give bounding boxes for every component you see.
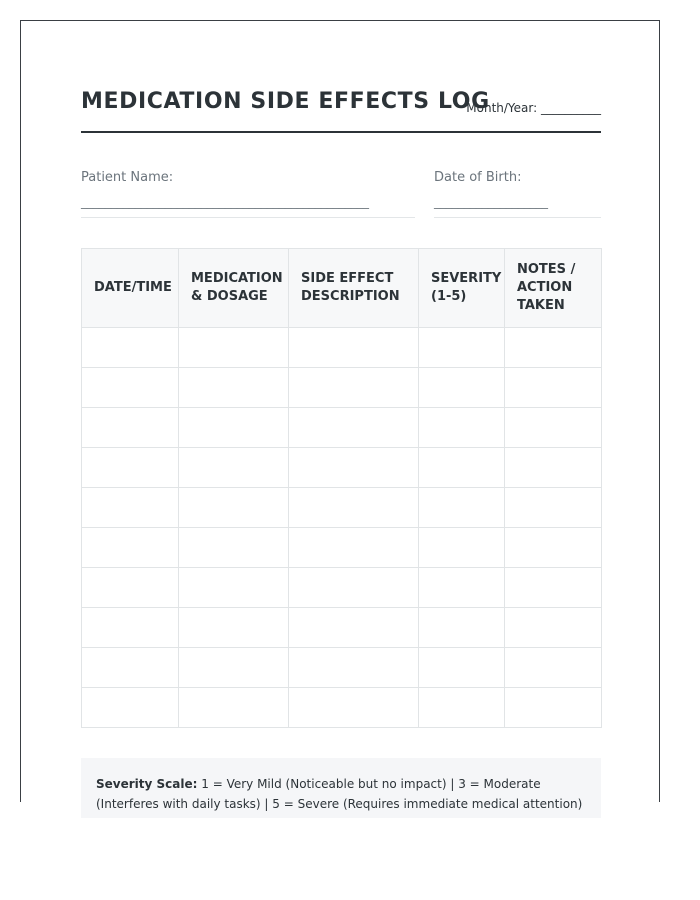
table-row: [82, 448, 602, 488]
column-header-notes-action: NOTES / ACTION TAKEN: [505, 249, 602, 328]
medication-dosage-cell[interactable]: [179, 488, 289, 528]
side-effect-cell[interactable]: [289, 488, 419, 528]
severity-scale-label: Severity Scale:: [96, 777, 198, 791]
medication-dosage-cell[interactable]: [179, 528, 289, 568]
date-time-cell[interactable]: [82, 568, 179, 608]
date-of-birth-line: ___________________: [434, 195, 548, 209]
header: [81, 87, 601, 133]
side-effect-cell[interactable]: [289, 688, 419, 728]
medication-dosage-cell[interactable]: [179, 368, 289, 408]
table-row: [82, 368, 602, 408]
severity-cell[interactable]: [419, 408, 505, 448]
side-effect-cell[interactable]: [289, 648, 419, 688]
table-row: [82, 608, 602, 648]
side-effect-cell[interactable]: [289, 528, 419, 568]
patient-name-label: Patient Name:: [81, 170, 174, 185]
patient-name-field: [81, 169, 415, 218]
month-year-field: Month/Year: __________: [466, 101, 601, 115]
notes-cell[interactable]: [505, 408, 602, 448]
severity-cell[interactable]: [419, 648, 505, 688]
date-time-cell[interactable]: [82, 608, 179, 648]
column-header-side-effect-description: SIDE EFFECT DESCRIPTION: [289, 249, 419, 328]
severity-cell[interactable]: [419, 528, 505, 568]
table-row: [82, 408, 602, 448]
side-effect-cell[interactable]: [289, 368, 419, 408]
notes-cell[interactable]: [505, 688, 602, 728]
date-time-cell[interactable]: [82, 488, 179, 528]
side-effect-cell[interactable]: [289, 328, 419, 368]
medication-dosage-cell[interactable]: [179, 328, 289, 368]
table-row: [82, 568, 602, 608]
table-row: [82, 688, 602, 728]
severity-cell[interactable]: [419, 608, 505, 648]
log-sheet: [20, 20, 660, 811]
medication-dosage-cell[interactable]: [179, 688, 289, 728]
notes-cell[interactable]: [505, 488, 602, 528]
severity-scale-note: [81, 758, 601, 818]
table-row: [82, 328, 602, 368]
medication-dosage-cell[interactable]: [179, 608, 289, 648]
table-header-row: [82, 249, 602, 328]
notes-cell[interactable]: [505, 648, 602, 688]
medication-dosage-cell[interactable]: [179, 648, 289, 688]
date-time-cell[interactable]: [82, 448, 179, 488]
page-title: MEDICATION SIDE EFFECTS LOG: [81, 89, 490, 114]
medication-dosage-cell[interactable]: [179, 408, 289, 448]
patient-name-line: ________________________________________________: [81, 195, 369, 209]
table-row: [82, 488, 602, 528]
severity-cell[interactable]: [419, 328, 505, 368]
column-header-date-time: DATE/TIME: [82, 249, 179, 328]
medication-dosage-cell[interactable]: [179, 448, 289, 488]
table-body: [82, 328, 602, 728]
column-header-medication-dosage: MEDICATION & DOSAGE: [179, 249, 289, 328]
severity-cell[interactable]: [419, 448, 505, 488]
side-effect-cell[interactable]: [289, 408, 419, 448]
severity-cell[interactable]: [419, 368, 505, 408]
medication-dosage-cell[interactable]: [179, 568, 289, 608]
column-header-severity: SEVERITY (1-5): [419, 249, 505, 328]
table-row: [82, 648, 602, 688]
side-effect-cell[interactable]: [289, 608, 419, 648]
date-time-cell[interactable]: [82, 368, 179, 408]
date-time-cell[interactable]: [82, 688, 179, 728]
date-time-cell[interactable]: [82, 328, 179, 368]
date-of-birth-field: [434, 169, 601, 218]
severity-scale-text: 1 = Very Mild (Noticeable but no impact) | 3 = Moderate (Interferes with daily tasks) | 5 = Severe (Requires immediate medical attention): [96, 777, 583, 811]
notes-cell[interactable]: [505, 328, 602, 368]
severity-cell[interactable]: [419, 488, 505, 528]
side-effects-table: [81, 248, 602, 728]
side-effect-cell[interactable]: [289, 568, 419, 608]
date-time-cell[interactable]: [82, 648, 179, 688]
notes-cell[interactable]: [505, 448, 602, 488]
severity-cell[interactable]: [419, 568, 505, 608]
table-row: [82, 528, 602, 568]
notes-cell[interactable]: [505, 608, 602, 648]
notes-cell[interactable]: [505, 568, 602, 608]
side-effect-cell[interactable]: [289, 448, 419, 488]
date-of-birth-label: Date of Birth:: [434, 170, 522, 185]
notes-cell[interactable]: [505, 368, 602, 408]
date-time-cell[interactable]: [82, 408, 179, 448]
severity-cell[interactable]: [419, 688, 505, 728]
date-time-cell[interactable]: [82, 528, 179, 568]
notes-cell[interactable]: [505, 528, 602, 568]
